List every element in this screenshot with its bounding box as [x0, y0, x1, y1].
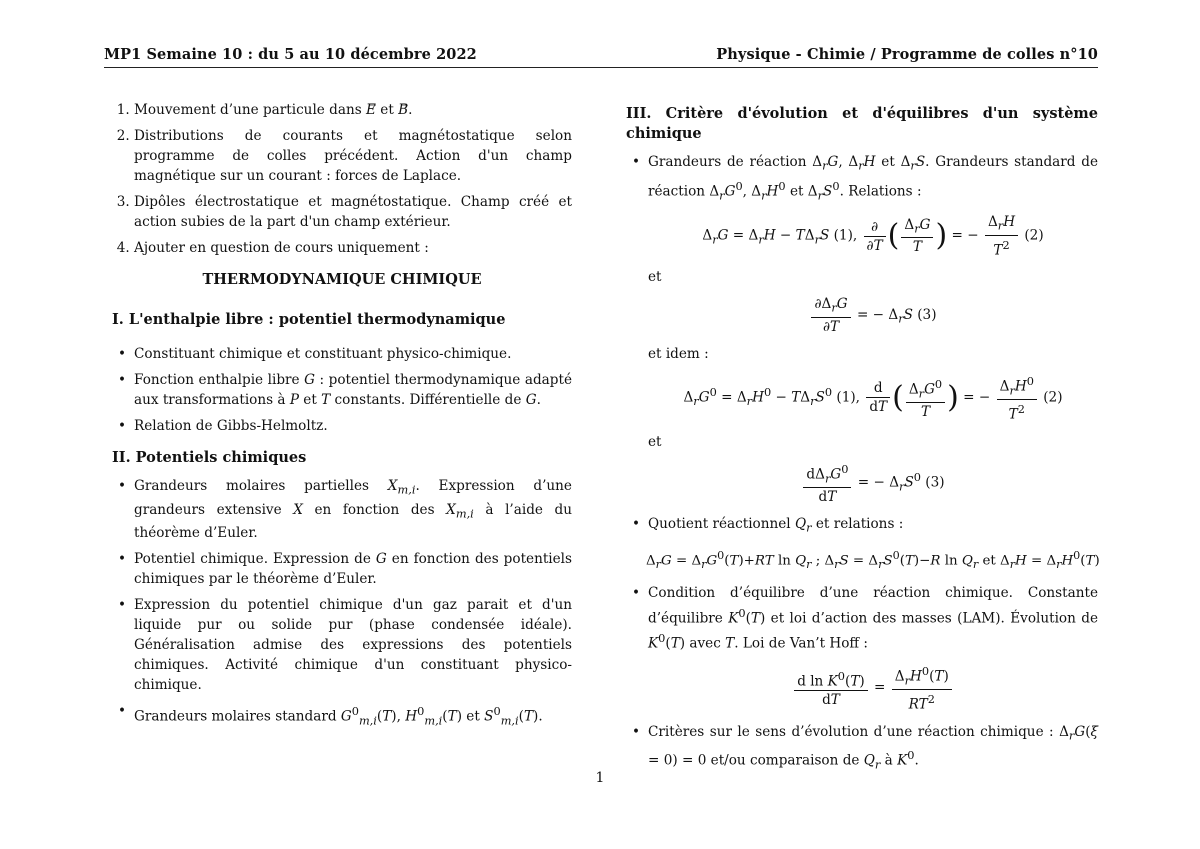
section-3-item-equilibrium: • Condition d’équilibre d’une réaction chimique. Constante d’équilibre $K^0(T)$ et loi d’action des masses (LAM). Évolution de $K^0(T)$ avec T. Loi de Van’t Hoff : $\frac{d \ln K^0(T)}{dT}$ = $\frac{\Delta_rH^0(T)}{RT^2}$ — [648, 583, 1098, 714]
section-1-item: • Relation de Gibbs-Helmoltz. — [134, 416, 572, 436]
section-2-list — [112, 476, 572, 731]
header-left-title: MP1 Semaine 10 : du 5 au 10 décembre 2022 — [104, 46, 477, 63]
left-column — [112, 100, 572, 743]
equation-standard-entropy: $\frac{d\Delta_rG^0}{dT}$ = − $\Delta_rS^0$ (3) — [648, 460, 1098, 506]
section-3-item-criteria: • Critères sur le sens d’évolution d’une réaction chimique : $\Delta_rG(\xi = 0) = 0$ et/ou comparaison de $Q_r$ à $K^0$. — [648, 722, 1098, 775]
label-and: et — [648, 433, 662, 450]
section-2-item: • Expression du potentiel chimique d'un gaz parait et d'un liquide pur ou solide pur (phase condensée idéale). Généralisation admise des expressions des potentiels chimiques. Activité chimique d'un constituant physico-chimique. — [134, 595, 572, 695]
section-3-list — [626, 152, 1098, 775]
equation-vant-hoff: $\frac{d \ln K^0(T)}{dT}$ = $\frac{\Delta_rH^0(T)}{RT^2}$ — [648, 662, 1098, 714]
section-2-item: • Grandeurs molaires standard $G^0_{m,i}(T)$, $H^0_{m,i}(T)$ et $S^0_{m,i}(T)$. — [134, 701, 572, 730]
section-3-title: III. Critère d'évolution et d'équilibres d'un système chimique — [626, 105, 1098, 142]
part-title: THERMODYNAMIQUE CHIMIQUE — [202, 271, 482, 288]
page-header — [104, 46, 1098, 68]
equation-gibbs-helmholtz: $\Delta_rG = \Delta_rH - T\Delta_rS$ (1), $\frac{\partial}{\partial T}$ ( $\frac{\Delta_rG}{T}$ ) = − $\frac{\Delta_rH}{T^2}$ (2) — [702, 213, 1044, 259]
section-1-list — [112, 344, 572, 436]
label-and-idem: et idem : — [648, 345, 709, 362]
section-1-item: • Constituant chimique et constituant physico-chimique. — [134, 344, 572, 364]
section-2-item: • Potentiel chimique. Expression de G en fonction des potentiels chimiques par le théorème d’Euler. — [134, 549, 572, 589]
program-list — [112, 100, 572, 258]
section-2-title: II. Potentiels chimiques — [112, 449, 307, 466]
section-1-item: • Fonction enthalpie libre G : potentiel thermodynamique adapté aux transformations à P et T constants. Différentielle de G. — [134, 370, 572, 410]
label-and: et — [648, 269, 662, 286]
program-item-4: 4. Ajouter en question de cours uniquement : — [134, 238, 572, 258]
program-item-1: 1. Mouvement d’une particule dans E⃗ et B⃗. — [134, 100, 572, 120]
section-3-item-reaction-quotient: • Quotient réactionnel $Q_r$ et relations : $\Delta_rG = \Delta_rG^0(T)+RT$ $\ln Q_r$ ; $\Delta_rS = \Delta_rS^0(T)-R$ $\ln Q_r$ et $\Delta_rH = \Delta_rH^0(T)$ — [648, 514, 1098, 575]
program-item-3: 3. Dipôles électrostatique et magnétostatique. Champ créé et action subies de la part d'un champ extérieur. — [134, 192, 572, 232]
page-number: 1 — [595, 770, 605, 786]
program-item-2: 2. Distributions de courants et magnétostatique selon programme de colles précédent. Action d'un champ magnétique sur un courant : forces de Laplace. — [134, 126, 572, 186]
section-3-item-reaction-quantities: • Grandeurs de réaction $\Delta_rG$, $\Delta_rH$ et $\Delta_rS$. Grandeurs standard de réaction $\Delta_rG^0$, $\Delta_rH^0$ et $\Delta_rS^0$. Relations : $\Delta_rG = \Delta_rH - T\Delta_rS$ (1), $\frac{\partial}{\partial T}$ ( $\frac{\Delta_rG}{T}$ ) = − $\frac{\Delta_rH}{T^2}$ (2) et $\frac{\partial\Delta_rG}{\partial T}$ = − $\Delta_rS$ (3) et idem : $\Delta_rG^0 = \Delta_rH^0 - T\Delta_rS^0$ (1), $\frac{d}{dT}$ ( $\frac{\Delta_rG^0}{T}$ ) = − $\frac{\Delta_rH^0}{T^2}$ (2) et $\frac{d\Delta_rG^0}{dT}$ = − $\Delta_rS^0$ (3) — [648, 152, 1098, 506]
section-1-title: I. L'enthalpie libre : potentiel thermodynamique — [112, 311, 506, 328]
equation-standard-gibbs-helmholtz: $\Delta_rG^0 = \Delta_rH^0 - T\Delta_rS^0$ (1), $\frac{d}{dT}$ ( $\frac{\Delta_rG^0}{T}$ ) = − $\frac{\Delta_rH^0}{T^2}$ (2) — [683, 373, 1063, 423]
header-right-title: Physique - Chimie / Programme de colles n°10 — [716, 46, 1098, 63]
equation-reaction-quotient: $\Delta_rG = \Delta_rG^0(T)+RT$ $\ln Q_r$ ; $\Delta_rS = \Delta_rS^0(T)-R$ $\ln Q_r$ et $\Delta_rH = \Delta_rH^0(T)$ — [646, 548, 1100, 571]
section-2-item: • Grandeurs molaires partielles $X_{m,i}$. Expression d’une grandeurs extensive X en fonction des $X_{m,i}$ à l’aide du théorème d’Euler. — [134, 476, 572, 543]
right-column — [626, 104, 1098, 787]
equation-entropy: $\frac{\partial\Delta_rG}{\partial T}$ = − $\Delta_rS$ (3) — [648, 295, 1098, 336]
